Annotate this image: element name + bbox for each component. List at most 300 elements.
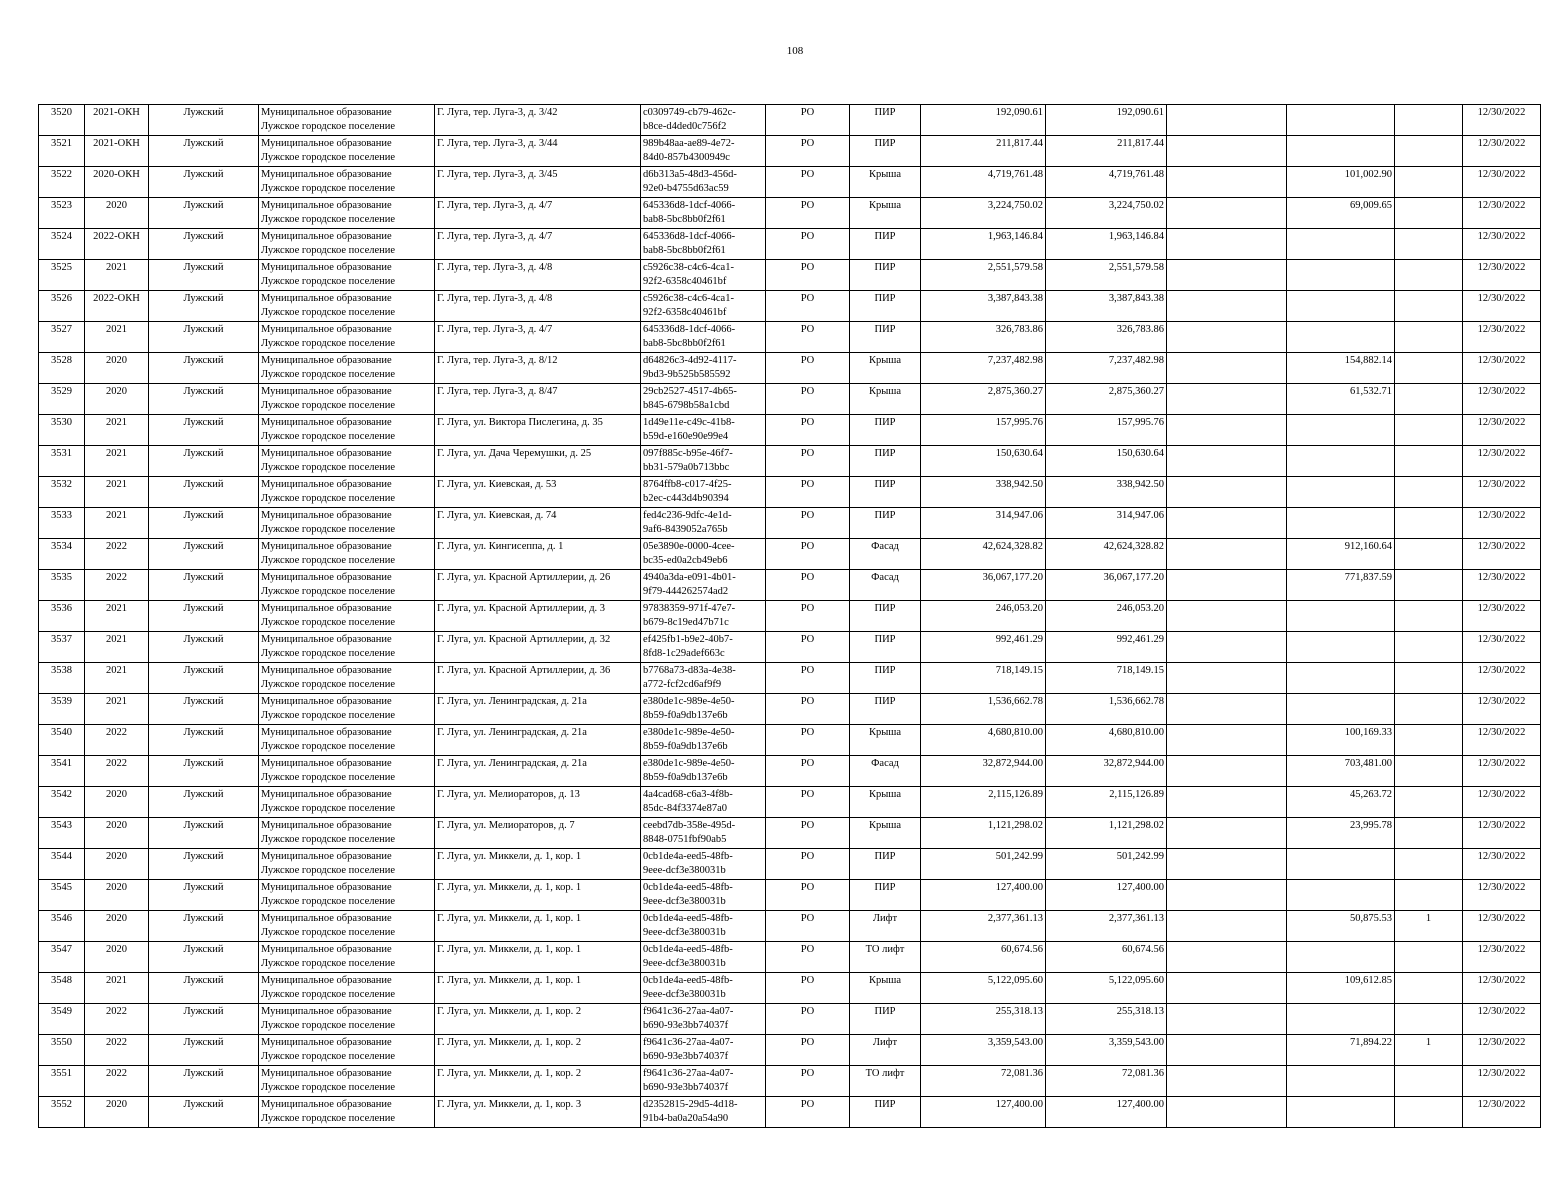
cell-amount-funded: 501,242.99 [1046, 849, 1167, 880]
cell-district: Лужский [149, 384, 259, 415]
table-row [39, 136, 1541, 167]
cell-amount-total: 72,081.36 [921, 1066, 1046, 1097]
cell-house-guid-line: bc35-ed0a2cb49eb6 [643, 554, 728, 566]
cell-house-guid-line: f9641c36-27aa-4a07- [643, 1068, 734, 1079]
table-row [39, 756, 1541, 787]
cell-amount-funded: 255,318.13 [1046, 1004, 1167, 1035]
cell-work-kind: РО [766, 229, 850, 260]
cell-house-guid [641, 229, 766, 260]
cell-date: 12/30/2022 [1463, 353, 1541, 384]
cell-address: Г. Луга, тер. Луга-3, д. 4/8 [435, 260, 641, 291]
cell-municipality [259, 973, 435, 1004]
cell-municipality [259, 1066, 435, 1097]
cell-extra-1 [1167, 353, 1287, 384]
cell-amount-total: 326,783.86 [921, 322, 1046, 353]
cell-amount-total: 192,090.61 [921, 105, 1046, 136]
cell-elevator-count [1395, 632, 1463, 663]
cell-municipality-line: Муниципальное образование [261, 789, 392, 800]
cell-work-kind: РО [766, 849, 850, 880]
cell-house-guid-line: bb31-579a0b713bbc [643, 461, 730, 473]
cell-row-number: 3551 [39, 1066, 85, 1097]
cell-house-guid-line: 0cb1de4a-eed5-48fb- [643, 913, 733, 924]
cell-municipality-line: Муниципальное образование [261, 572, 392, 583]
cell-program-year: 2022 [85, 1004, 149, 1035]
cell-extra-1 [1167, 1066, 1287, 1097]
cell-program-year: 2021 [85, 601, 149, 632]
table-row [39, 167, 1541, 198]
cell-date: 12/30/2022 [1463, 105, 1541, 136]
cell-amount-funded: 192,090.61 [1046, 105, 1167, 136]
cell-extra-2: 771,837.59 [1287, 570, 1395, 601]
cell-elevator-count [1395, 756, 1463, 787]
cell-municipality-line: Лужское городское поселение [261, 616, 396, 628]
cell-municipality-line: Муниципальное образование [261, 1037, 392, 1048]
table-row [39, 291, 1541, 322]
cell-house-guid [641, 1066, 766, 1097]
cell-address: Г. Луга, ул. Красной Артиллерии, д. 26 [435, 570, 641, 601]
cell-house-guid-line: b679-8c19ed47b71c [643, 616, 729, 628]
cell-work-kind: РО [766, 880, 850, 911]
cell-program-year: 2020 [85, 942, 149, 973]
cell-row-number: 3528 [39, 353, 85, 384]
cell-elevator-count [1395, 1004, 1463, 1035]
cell-district: Лужский [149, 415, 259, 446]
cell-row-number: 3543 [39, 818, 85, 849]
cell-municipality-line: Лужское городское поселение [261, 926, 396, 938]
cell-amount-funded: 4,680,810.00 [1046, 725, 1167, 756]
cell-house-guid-line: c5926c38-c4c6-4ca1- [643, 262, 734, 273]
cell-address: Г. Луга, ул. Красной Артиллерии, д. 3 [435, 601, 641, 632]
cell-extra-2 [1287, 415, 1395, 446]
cell-elevator-count [1395, 477, 1463, 508]
cell-house-guid-line: c0309749-cb79-462c- [643, 107, 736, 118]
cell-municipality [259, 818, 435, 849]
cell-amount-funded: 42,624,328.82 [1046, 539, 1167, 570]
cell-municipality-line: Лужское городское поселение [261, 368, 396, 380]
cell-row-number: 3535 [39, 570, 85, 601]
cell-extra-1 [1167, 415, 1287, 446]
cell-program-year: 2020 [85, 353, 149, 384]
cell-district: Лужский [149, 725, 259, 756]
cell-program-year: 2021-ОКН [85, 136, 149, 167]
cell-work-type: Крыша [850, 384, 921, 415]
cell-municipality [259, 136, 435, 167]
cell-extra-2 [1287, 229, 1395, 260]
cell-work-type: Крыша [850, 167, 921, 198]
cell-house-guid-line: b690-93e3bb74037f [643, 1081, 729, 1093]
cell-elevator-count [1395, 105, 1463, 136]
cell-extra-1 [1167, 1004, 1287, 1035]
cell-municipality [259, 601, 435, 632]
cell-amount-total: 501,242.99 [921, 849, 1046, 880]
cell-program-year: 2021 [85, 446, 149, 477]
cell-municipality-line: Муниципальное образование [261, 820, 392, 831]
cell-address: Г. Луга, тер. Луга-3, д. 4/7 [435, 229, 641, 260]
cell-extra-2 [1287, 1004, 1395, 1035]
cell-program-year: 2020 [85, 911, 149, 942]
cell-program-year: 2021 [85, 477, 149, 508]
cell-date: 12/30/2022 [1463, 1097, 1541, 1128]
cell-house-guid-line: f9641c36-27aa-4a07- [643, 1006, 734, 1017]
cell-municipality-line: Муниципальное образование [261, 975, 392, 986]
cell-work-type: ПИР [850, 849, 921, 880]
cell-municipality-line: Лужское городское поселение [261, 275, 396, 287]
cell-amount-funded: 127,400.00 [1046, 1097, 1167, 1128]
cell-house-guid-line: 0cb1de4a-eed5-48fb- [643, 882, 733, 893]
cell-amount-total: 5,122,095.60 [921, 973, 1046, 1004]
cell-program-year: 2020 [85, 384, 149, 415]
cell-municipality-line: Муниципальное образование [261, 727, 392, 738]
cell-municipality [259, 260, 435, 291]
cell-row-number: 3549 [39, 1004, 85, 1035]
cell-elevator-count [1395, 601, 1463, 632]
cell-work-type: ПИР [850, 229, 921, 260]
cell-work-kind: РО [766, 477, 850, 508]
cell-extra-2 [1287, 663, 1395, 694]
cell-house-guid-line: c5926c38-c4c6-4ca1- [643, 293, 734, 304]
cell-extra-1 [1167, 725, 1287, 756]
cell-house-guid [641, 477, 766, 508]
cell-address: Г. Луга, ул. Миккели, д. 1, кор. 1 [435, 880, 641, 911]
cell-amount-funded: 2,115,126.89 [1046, 787, 1167, 818]
table-row [39, 942, 1541, 973]
cell-house-guid [641, 136, 766, 167]
cell-district: Лужский [149, 136, 259, 167]
cell-amount-total: 127,400.00 [921, 1097, 1046, 1128]
cell-amount-total: 1,963,146.84 [921, 229, 1046, 260]
table-row [39, 1097, 1541, 1128]
cell-program-year: 2022-ОКН [85, 291, 149, 322]
cell-municipality-line: Лужское городское поселение [261, 864, 396, 876]
cell-row-number: 3542 [39, 787, 85, 818]
cell-work-kind: РО [766, 446, 850, 477]
cell-program-year: 2022 [85, 1066, 149, 1097]
cell-house-guid-line: 0cb1de4a-eed5-48fb- [643, 975, 733, 986]
cell-address: Г. Луга, ул. Миккели, д. 1, кор. 3 [435, 1097, 641, 1128]
cell-municipality [259, 694, 435, 725]
cell-row-number: 3530 [39, 415, 85, 446]
cell-amount-funded: 3,359,543.00 [1046, 1035, 1167, 1066]
cell-amount-funded: 1,536,662.78 [1046, 694, 1167, 725]
cell-address: Г. Луга, ул. Миккели, д. 1, кор. 2 [435, 1004, 641, 1035]
cell-house-guid [641, 1097, 766, 1128]
cell-address: Г. Луга, тер. Луга-3, д. 4/8 [435, 291, 641, 322]
cell-municipality [259, 663, 435, 694]
cell-work-kind: РО [766, 1004, 850, 1035]
cell-municipality [259, 446, 435, 477]
cell-work-type: ПИР [850, 880, 921, 911]
table-row [39, 1004, 1541, 1035]
cell-municipality-line: Муниципальное образование [261, 324, 392, 335]
cell-municipality [259, 632, 435, 663]
cell-elevator-count [1395, 570, 1463, 601]
cell-amount-funded: 3,224,750.02 [1046, 198, 1167, 229]
cell-amount-total: 2,875,360.27 [921, 384, 1046, 415]
cell-row-number: 3522 [39, 167, 85, 198]
cell-row-number: 3539 [39, 694, 85, 725]
cell-date: 12/30/2022 [1463, 911, 1541, 942]
cell-extra-2 [1287, 942, 1395, 973]
cell-house-guid-line: 84d0-857b4300949c [643, 151, 730, 163]
cell-work-type: Крыша [850, 353, 921, 384]
cell-row-number: 3526 [39, 291, 85, 322]
cell-program-year: 2022 [85, 725, 149, 756]
cell-work-type: Лифт [850, 1035, 921, 1066]
cell-municipality-line: Лужское городское поселение [261, 306, 396, 318]
cell-house-guid [641, 601, 766, 632]
cell-house-guid [641, 1035, 766, 1066]
cell-district: Лужский [149, 818, 259, 849]
cell-municipality-line: Муниципальное образование [261, 1099, 392, 1110]
cell-municipality-line: Муниципальное образование [261, 293, 392, 304]
cell-municipality [259, 477, 435, 508]
cell-row-number: 3527 [39, 322, 85, 353]
cell-municipality-line: Муниципальное образование [261, 355, 392, 366]
cell-house-guid [641, 260, 766, 291]
cell-amount-funded: 246,053.20 [1046, 601, 1167, 632]
cell-amount-total: 4,680,810.00 [921, 725, 1046, 756]
cell-amount-total: 246,053.20 [921, 601, 1046, 632]
table-row [39, 508, 1541, 539]
cell-address: Г. Луга, тер. Луга-3, д. 3/42 [435, 105, 641, 136]
cell-municipality-line: Лужское городское поселение [261, 461, 396, 473]
cell-address: Г. Луга, ул. Киевская, д. 53 [435, 477, 641, 508]
cell-work-type: ПИР [850, 415, 921, 446]
cell-row-number: 3540 [39, 725, 85, 756]
cell-municipality-line: Муниципальное образование [261, 882, 392, 893]
cell-amount-funded: 36,067,177.20 [1046, 570, 1167, 601]
cell-address: Г. Луга, ул. Миккели, д. 1, кор. 1 [435, 849, 641, 880]
cell-work-type: ПИР [850, 260, 921, 291]
cell-row-number: 3537 [39, 632, 85, 663]
cell-municipality-line: Муниципальное образование [261, 541, 392, 552]
cell-house-guid-line: 85dc-84f3374e87a0 [643, 802, 727, 814]
cell-amount-total: 3,359,543.00 [921, 1035, 1046, 1066]
cell-amount-funded: 157,995.76 [1046, 415, 1167, 446]
cell-amount-funded: 150,630.64 [1046, 446, 1167, 477]
cell-work-type: ПИР [850, 694, 921, 725]
cell-date: 12/30/2022 [1463, 167, 1541, 198]
cell-row-number: 3536 [39, 601, 85, 632]
cell-municipality [259, 384, 435, 415]
cell-work-kind: РО [766, 787, 850, 818]
cell-program-year: 2020 [85, 849, 149, 880]
cell-municipality-line: Муниципальное образование [261, 510, 392, 521]
cell-municipality-line: Муниципальное образование [261, 448, 392, 459]
table-row [39, 415, 1541, 446]
cell-municipality-line: Лужское городское поселение [261, 1081, 396, 1093]
cell-date: 12/30/2022 [1463, 136, 1541, 167]
table-row [39, 818, 1541, 849]
cell-elevator-count [1395, 353, 1463, 384]
cell-work-kind: РО [766, 973, 850, 1004]
cell-municipality [259, 198, 435, 229]
cell-row-number: 3534 [39, 539, 85, 570]
cell-work-kind: РО [766, 663, 850, 694]
cell-municipality-line: Лужское городское поселение [261, 151, 396, 163]
cell-work-kind: РО [766, 1035, 850, 1066]
cell-work-kind: РО [766, 1066, 850, 1097]
cell-extra-1 [1167, 663, 1287, 694]
cell-date: 12/30/2022 [1463, 446, 1541, 477]
cell-elevator-count [1395, 787, 1463, 818]
cell-house-guid-line: 8848-0751fbf90ab5 [643, 833, 727, 845]
cell-elevator-count [1395, 539, 1463, 570]
cell-amount-funded: 314,947.06 [1046, 508, 1167, 539]
cell-district: Лужский [149, 446, 259, 477]
cell-amount-total: 718,149.15 [921, 663, 1046, 694]
cell-house-guid-line: 0cb1de4a-eed5-48fb- [643, 851, 733, 862]
cell-house-guid-line: 8b59-f0a9db137e6b [643, 740, 728, 752]
cell-date: 12/30/2022 [1463, 787, 1541, 818]
cell-work-type: Крыша [850, 973, 921, 1004]
cell-amount-total: 2,115,126.89 [921, 787, 1046, 818]
cell-elevator-count [1395, 508, 1463, 539]
cell-district: Лужский [149, 229, 259, 260]
cell-district: Лужский [149, 198, 259, 229]
cell-amount-total: 211,817.44 [921, 136, 1046, 167]
cell-municipality-line: Лужское городское поселение [261, 337, 396, 349]
cell-extra-2: 45,263.72 [1287, 787, 1395, 818]
cell-date: 12/30/2022 [1463, 632, 1541, 663]
cell-amount-funded: 2,377,361.13 [1046, 911, 1167, 942]
cell-house-guid [641, 787, 766, 818]
cell-date: 12/30/2022 [1463, 725, 1541, 756]
cell-municipality [259, 1004, 435, 1035]
cell-address: Г. Луга, тер. Луга-3, д. 3/45 [435, 167, 641, 198]
cell-house-guid-line: 9f79-444262574ad2 [643, 585, 729, 597]
cell-program-year: 2021 [85, 415, 149, 446]
cell-house-guid-line: fed4c236-9dfc-4e1d- [643, 510, 732, 521]
table-row [39, 353, 1541, 384]
cell-municipality-line: Муниципальное образование [261, 169, 392, 180]
cell-municipality-line: Лужское городское поселение [261, 895, 396, 907]
cell-extra-1 [1167, 384, 1287, 415]
cell-date: 12/30/2022 [1463, 1004, 1541, 1035]
cell-municipality [259, 756, 435, 787]
cell-work-kind: РО [766, 632, 850, 663]
cell-elevator-count [1395, 725, 1463, 756]
cell-municipality-line: Муниципальное образование [261, 851, 392, 862]
cell-extra-2 [1287, 105, 1395, 136]
cell-extra-2: 703,481.00 [1287, 756, 1395, 787]
cell-work-kind: РО [766, 756, 850, 787]
cell-extra-1 [1167, 136, 1287, 167]
cell-amount-funded: 3,387,843.38 [1046, 291, 1167, 322]
cell-amount-funded: 32,872,944.00 [1046, 756, 1167, 787]
cell-house-guid [641, 818, 766, 849]
cell-district: Лужский [149, 880, 259, 911]
cell-row-number: 3545 [39, 880, 85, 911]
cell-municipality-line: Лужское городское поселение [261, 430, 396, 442]
cell-work-kind: РО [766, 539, 850, 570]
cell-work-kind: РО [766, 353, 850, 384]
cell-program-year: 2020-ОКН [85, 167, 149, 198]
cell-extra-1 [1167, 756, 1287, 787]
cell-house-guid-line: 4940a3da-e091-4b01- [643, 572, 736, 583]
cell-program-year: 2021 [85, 322, 149, 353]
cell-municipality [259, 167, 435, 198]
table-row [39, 663, 1541, 694]
cell-house-guid [641, 446, 766, 477]
cell-extra-1 [1167, 787, 1287, 818]
cell-house-guid [641, 725, 766, 756]
cell-extra-2 [1287, 880, 1395, 911]
cell-work-kind: РО [766, 291, 850, 322]
cell-house-guid [641, 1004, 766, 1035]
cell-municipality [259, 911, 435, 942]
cell-house-guid [641, 911, 766, 942]
table-row [39, 229, 1541, 260]
cell-district: Лужский [149, 105, 259, 136]
cell-district: Лужский [149, 663, 259, 694]
cell-amount-total: 157,995.76 [921, 415, 1046, 446]
cell-extra-2 [1287, 1097, 1395, 1128]
cell-date: 12/30/2022 [1463, 756, 1541, 787]
cell-house-guid-line: f9641c36-27aa-4a07- [643, 1037, 734, 1048]
cell-house-guid-line: 9af6-8439052a765b [643, 523, 728, 535]
cell-program-year: 2021 [85, 694, 149, 725]
cell-extra-2: 71,894.22 [1287, 1035, 1395, 1066]
cell-house-guid-line: e380de1c-989e-4e50- [643, 727, 735, 738]
cell-work-type: ТО лифт [850, 1066, 921, 1097]
cell-address: Г. Луга, ул. Кингисеппа, д. 1 [435, 539, 641, 570]
cell-address: Г. Луга, ул. Миккели, д. 1, кор. 2 [435, 1066, 641, 1097]
cell-address: Г. Луга, ул. Миккели, д. 1, кор. 1 [435, 911, 641, 942]
cell-extra-1 [1167, 446, 1287, 477]
cell-amount-total: 42,624,328.82 [921, 539, 1046, 570]
cell-house-guid [641, 384, 766, 415]
cell-work-type: ПИР [850, 601, 921, 632]
cell-extra-2: 101,002.90 [1287, 167, 1395, 198]
cell-amount-funded: 7,237,482.98 [1046, 353, 1167, 384]
cell-work-kind: РО [766, 508, 850, 539]
cell-municipality [259, 880, 435, 911]
cell-amount-total: 992,461.29 [921, 632, 1046, 663]
cell-house-guid-line: 29cb2527-4517-4b65- [643, 386, 737, 397]
cell-house-guid-line: d2352815-29d5-4d18- [643, 1099, 738, 1110]
cell-municipality-line: Муниципальное образование [261, 696, 392, 707]
cell-house-guid-line: bab8-5bc8bb0f2f61 [643, 213, 726, 225]
cell-municipality-line: Муниципальное образование [261, 913, 392, 924]
cell-extra-2 [1287, 136, 1395, 167]
cell-work-type: Фасад [850, 756, 921, 787]
cell-house-guid-line: b845-6798b58a1cbd [643, 399, 730, 411]
cell-municipality-line: Муниципальное образование [261, 479, 392, 490]
table-row [39, 973, 1541, 1004]
table-row [39, 694, 1541, 725]
cell-date: 12/30/2022 [1463, 322, 1541, 353]
cell-amount-funded: 211,817.44 [1046, 136, 1167, 167]
cell-row-number: 3544 [39, 849, 85, 880]
cell-house-guid [641, 105, 766, 136]
cell-municipality-line: Лужское городское поселение [261, 678, 396, 690]
cell-row-number: 3525 [39, 260, 85, 291]
cell-elevator-count [1395, 136, 1463, 167]
cell-amount-total: 3,224,750.02 [921, 198, 1046, 229]
cell-house-guid [641, 415, 766, 446]
cell-work-kind: РО [766, 570, 850, 601]
cell-date: 12/30/2022 [1463, 942, 1541, 973]
cell-house-guid [641, 849, 766, 880]
cell-house-guid-line: b7768a73-d83a-4e38- [643, 665, 736, 676]
cell-address: Г. Луга, ул. Миккели, д. 1, кор. 1 [435, 942, 641, 973]
cell-municipality-line: Муниципальное образование [261, 386, 392, 397]
cell-elevator-count [1395, 880, 1463, 911]
cell-date: 12/30/2022 [1463, 260, 1541, 291]
table-body [39, 105, 1541, 1128]
cell-municipality-line: Муниципальное образование [261, 231, 392, 242]
